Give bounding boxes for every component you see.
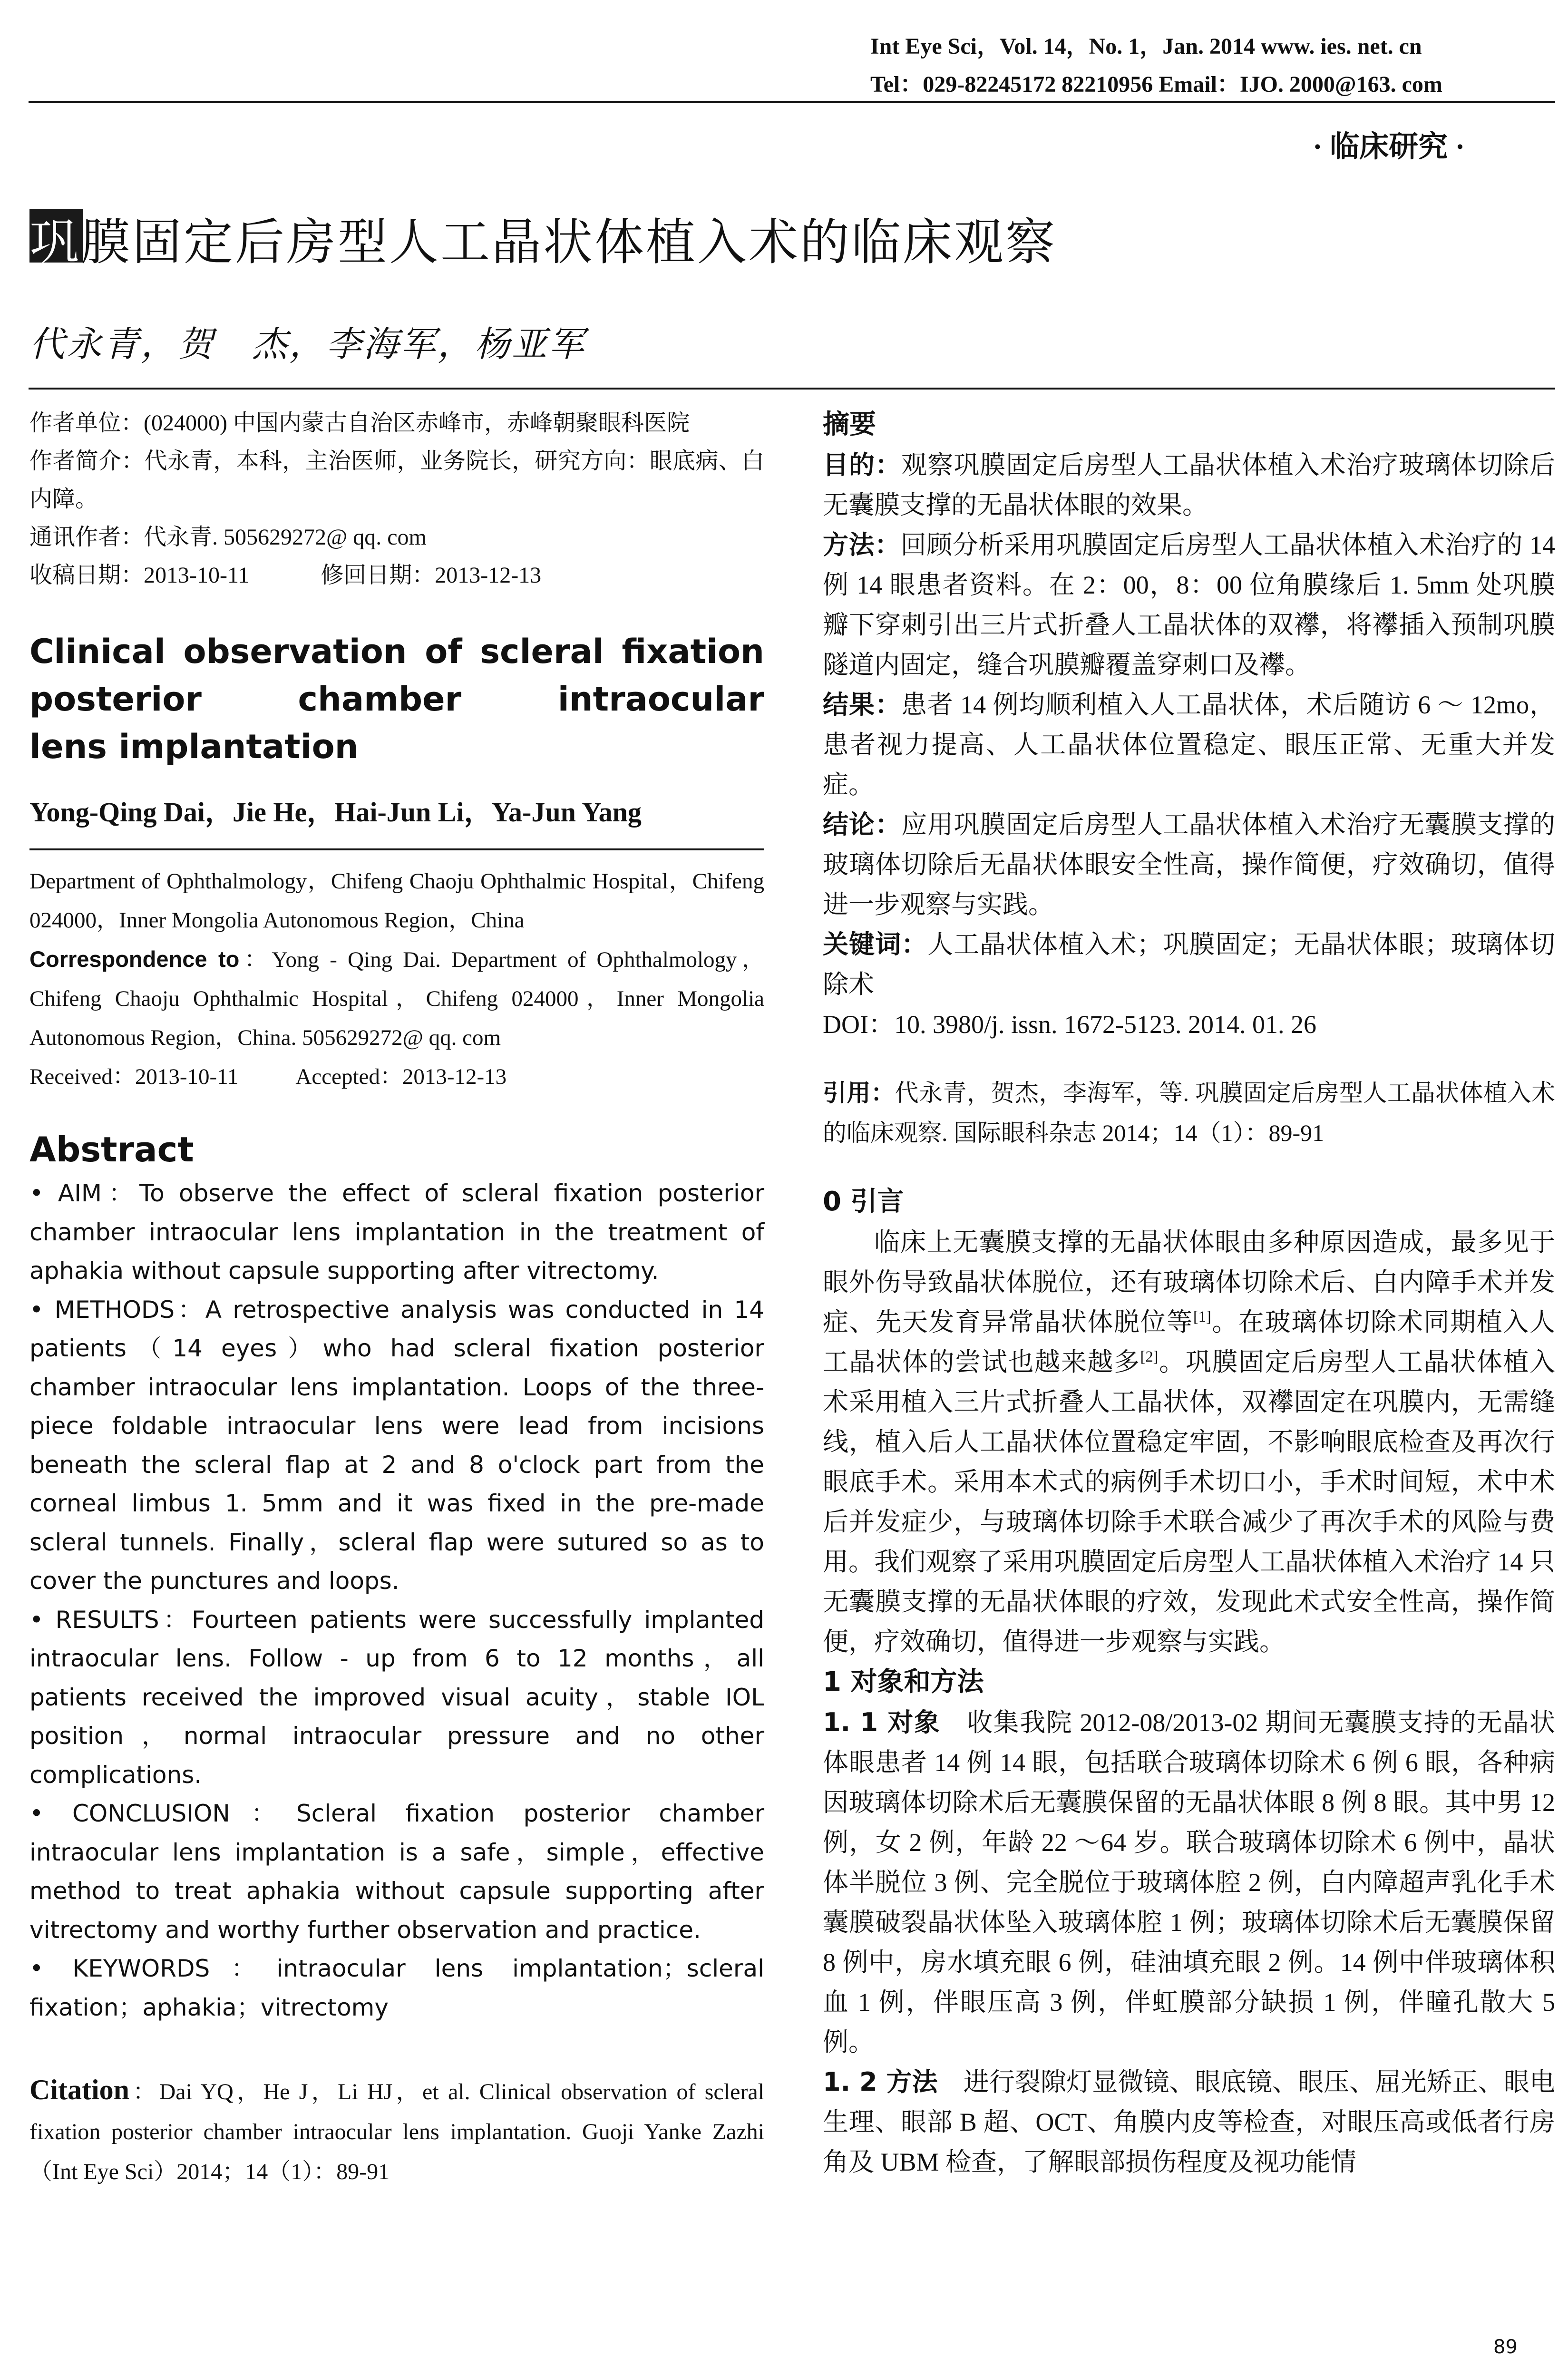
abstract-aim: • AIM：To observe the effect of scleral fixation posterior chamber intraocular lens implantation in the treatment of aphakia without capsule supporting after vitrectomy.: [29, 1179, 764, 1285]
author-affiliation-cn: 作者单位：(024000) 中国内蒙古自治区赤峰市，赤峰朝聚眼科医院: [29, 410, 690, 436]
affiliation-english: Department of Ophthalmology，Chifeng Chaoju Ophthalmic Hospital，Chifeng 024000，Inner Mongolia Autonomous Region，China: [29, 869, 764, 933]
abstract-keywords: • KEYWORDS：intraocular lens implantation；scleral fixation；aphakia；vitrectomy: [29, 1955, 764, 2021]
title-text: 膜固定后房型人工晶状体植入术的临床观察: [81, 213, 1057, 271]
citation-chinese: [823, 1073, 1555, 1153]
intro-text: 。巩膜固定后房型人工晶状体植入术采用植入三片式折叠人工晶状体，双襻固定在巩膜内，无需缝线，植入后人工晶状体位置稳定牢固，不影响眼底检查及再次行眼底手术。采用本术式的病例手术切口小，手术时间短，术中术后并发症少，与玻璃体切除手术联合减少了再次手术的风险与费用。我们观察了采用巩膜固定后房型人工晶状体植入术治疗 14 只无囊膜支撑的无晶状体眼的疗效，发现此术式安全性高，操作简便，疗效确切，值得进一步观察与实践。: [823, 1348, 1556, 1656]
dates-english: [29, 1057, 764, 1096]
conclusion-text-cn: 应用巩膜固定后房型人工晶状体植入术治疗无囊膜支撑的玻璃体切除后无晶状体眼安全性高，操作简便，疗效确切，值得进一步观察与实践。: [823, 810, 1556, 919]
subsection-label: 1. 2 方法: [823, 2067, 938, 2097]
section-tag: · 临床研究 ·: [1313, 131, 1465, 163]
methods-text-cn: 回顾分析采用巩膜固定后房型人工晶状体植入术治疗的 14 例 14 眼患者资料。在 2：00，8：00 位角膜缘后 1. 5mm 处巩膜瓣下穿刺引出三片式折叠人工晶状体的双襻，将襻插入预制巩膜隧道内固定，缝合巩膜瓣覆盖穿刺口及襻。: [823, 531, 1556, 679]
intro-paragraph: [823, 1222, 1555, 1662]
english-title-line: lens implantation: [29, 727, 359, 766]
right-column: [823, 404, 1555, 2182]
intro-text: 临床上无囊膜支撑的无晶状体眼由多种原因造成，最多见于眼外伤导致晶状体脱位，还有玻璃体切除术后、白内障手术并发症、先天发育异常晶状体脱位等: [823, 1228, 1555, 1336]
citation-label-cn: 引用：: [823, 1079, 895, 1107]
abstract-results: • RESULTS：Fourteen patients were successfully implanted intraocular lens. Follow - up from 6 to 12 months，all patients received the improved visual acuity，stable IOL position，normal intraocular pressure and no other complications.: [29, 1606, 764, 1789]
keywords-label-cn: 关键词：: [823, 929, 928, 959]
intro-text: 。在玻璃体切除术同期植入人工晶状体的尝试也越来越多: [823, 1308, 1556, 1376]
corresponding-author-cn: 通讯作者：代永青. 505629272@ qq. com: [29, 525, 427, 550]
methods-text: 进行裂隙灯显微镜、眼底镜、眼压、屈光矫正、眼电生理、眼部 B 超、OCT、角膜内皮等检查，对眼压高或低者行房角及 UBM 检查，了解眼部损伤程度及视功能情: [823, 2068, 1555, 2176]
spacer: [823, 1044, 1555, 1073]
citation-label: Citation: [29, 2074, 129, 2105]
abstract-results-cn: [823, 685, 1555, 805]
subjects-text: 收集我院 2012-08/2013-02 期间无囊膜支持的无晶状体眼患者 14 例 14 眼，包括联合玻璃体切除术 6 例 6 眼，各种病因玻璃体切除术后无囊膜保留的无晶状体眼 8 例 8 眼。其中男 12 例，女 2 例，年龄 22 ～64 岁。联合玻璃体切除术 6 例中，晶状体半脱位 3 例、完全脱位于玻璃体腔 2 例，白内障超声乳化手术囊膜破裂晶状体坠入玻璃体腔 1 例；玻璃体切除术后无囊膜保留 8 例中，房水填充眼 6 例，硅油填充眼 2 例。14 例中伴玻璃体积血 1 例，伴眼压高 3 例，伴虹膜部分缺损 1 例，伴瞳孔散大 5 例。: [823, 1708, 1556, 2056]
reference-marker: [1]: [1193, 1308, 1211, 1325]
subsection-label: 1. 1 对象: [823, 1707, 941, 1737]
methods-label-cn: 方法：: [823, 530, 901, 560]
intro-heading: 0 引言: [823, 1186, 904, 1217]
citation-text-cn: 代永青，贺杰，李海军，等. 巩膜固定后房型人工晶状体植入术的临床观察. 国际眼科杂志 2014；14（1）：89-91: [823, 1080, 1555, 1146]
english-title: [29, 628, 764, 770]
abstract-keywords-cn: [823, 925, 1555, 1004]
citation-english: [29, 2070, 764, 2192]
abstract-methods-cn: [823, 525, 1555, 685]
authors-english: Yong-Qing Dai，Jie He，Hai-Jun Li，Ya-Jun Yang: [29, 789, 764, 850]
results-text-cn: 患者 14 例均顺利植入人工晶状体，术后随访 6 ～ 12mo，患者视力提高、人工晶状体位置稳定、眼压正常、无重大并发症。: [823, 691, 1555, 799]
correspondence-text: ：Yong - Qing Dai. Department of Ophthalmology，Chifeng Chaoju Ophthalmic Hospital，Chifeng 024000，Inner Mongolia Autonomous Region，China. 505629272@ qq. com: [29, 947, 764, 1050]
abstract-heading-en: Abstract: [29, 1130, 194, 1169]
author-profile-cn: 作者简介：代永青，本科，主治医师，业务院长，研究方向：眼底病、白内障。: [29, 448, 764, 512]
english-title-line: Clinical observation of scleral fixation: [29, 632, 764, 671]
revised-date-cn: 修回日期：2013-12-13: [321, 563, 542, 588]
contact-info-line: Tel：029-82245172 82210956 Email：IJO. 2000@163. com: [870, 72, 1442, 97]
title-divider: [29, 388, 1555, 390]
received-date-en: Received：2013-10-11: [29, 1064, 239, 1089]
accepted-date-en: Accepted：2013-12-13: [295, 1064, 507, 1089]
received-date-cn: 收稿日期：2013-10-11: [29, 563, 250, 588]
dates-cn: [29, 556, 764, 594]
english-title-line: posterior chamber intraocular: [29, 680, 764, 719]
article-title: [29, 202, 1057, 273]
methods-heading: 1 对象和方法: [823, 1666, 984, 1697]
citation-text: ：Dai YQ，He J，Li HJ，et al. Clinical observation of scleral fixation posterior chamber intraocular lens implantation. Guoji Yanke Zazhi（Int Eye Sci）2014；14（1）：89-91: [29, 2079, 764, 2184]
doi: DOI：10. 3980/j. issn. 1672-5123. 2014. 01. 26: [823, 1010, 1316, 1039]
spacer: [823, 1153, 1555, 1181]
header-divider: [29, 101, 1555, 103]
reference-marker: [2]: [1140, 1348, 1159, 1365]
keywords-text-cn: 人工晶状体植入术；巩膜固定；无晶状体眼；玻璃体切除术: [823, 930, 1556, 999]
abstract-heading-cn: 摘要: [823, 409, 876, 440]
title-initial-char: 巩: [29, 213, 81, 271]
correspondence: [29, 940, 764, 1057]
aim-label-cn: 目的：: [823, 450, 902, 480]
results-label-cn: 结果：: [823, 690, 901, 720]
subjects-paragraph: [823, 1703, 1555, 2062]
abstract-methods: • METHODS：A retrospective analysis was conducted in 14 patients（14 eyes）who had scleral fixation posterior chamber intraocular lens implantation. Loops of the three-piece foldable intraocular lens were lead from incisions beneath the scleral flap at 2 and 8 o'clock part from the corneal limbus 1. 5mm and it was fixed in the pre-made scleral tunnels. Finally，scleral flap were sutured so as to cover the punctures and loops.: [29, 1296, 764, 1595]
methods-paragraph: [823, 2062, 1555, 2182]
journal-info-line: Int Eye Sci，Vol. 14，No. 1，Jan. 2014 www. ies. net. cn: [870, 34, 1422, 59]
aim-text-cn: 观察巩膜固定后房型人工晶状体植入术治疗玻璃体切除后无囊膜支撑的无晶状体眼的效果。: [823, 451, 1556, 519]
page-number: 89: [1493, 2336, 1518, 2358]
correspondence-label: Correspondence to: [29, 946, 240, 972]
abstract-conclusion: • CONCLUSION：Scleral fixation posterior chamber intraocular lens implantation is a safe，simple，effective method to treat aphakia without capsule supporting after vitrectomy and worthy further observation and practice.: [29, 1800, 764, 1944]
authors-chinese: 代永青，贺 杰，李海军，杨亚军: [29, 325, 586, 364]
conclusion-label-cn: 结论：: [823, 809, 902, 839]
left-column: [29, 404, 764, 2192]
abstract-aim-cn: [823, 445, 1555, 525]
abstract-conclusion-cn: [823, 805, 1555, 925]
